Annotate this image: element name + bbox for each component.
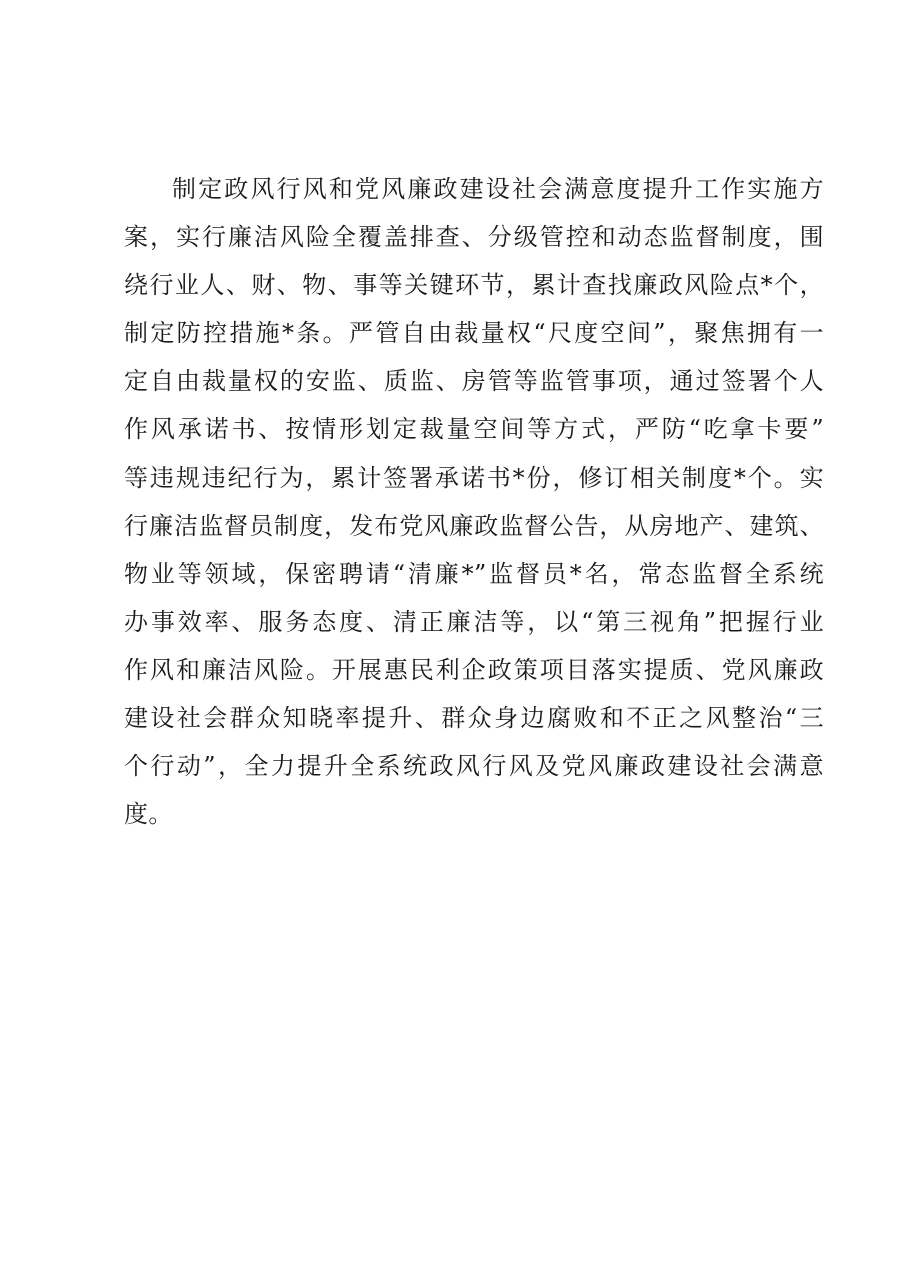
- paragraph-line: 案，实行廉洁风险全覆盖排查、分级管控和动态监督制度，围: [124, 223, 824, 252]
- paragraph-line: 办事效率、服务态度、清正廉洁等，以“第三视角”把握行业: [124, 607, 824, 636]
- paragraph-line: 个行动”，全力提升全系统政风行风及党风廉政建设社会满意: [124, 752, 824, 781]
- paragraph-line: 定自由裁量权的安监、质监、房管等监管事项，通过签署个人: [124, 367, 824, 396]
- paragraph-line: 度。: [124, 800, 173, 829]
- paragraph-line: 建设社会群众知晓率提升、群众身边腐败和不正之风整治“三: [124, 704, 824, 733]
- body-paragraph: [124, 165, 824, 838]
- paragraph-line: 制定防控措施*条。严管自由裁量权“尺度空间”，聚焦拥有一: [124, 319, 824, 348]
- paragraph-line: 行廉洁监督员制度，发布党风廉政监督公告，从房地产、建筑、: [124, 511, 824, 540]
- paragraph-line: 作风和廉洁风险。开展惠民利企政策项目落实提质、党风廉政: [124, 655, 824, 684]
- paragraph-line: 绕行业人、财、物、事等关键环节，累计查找廉政风险点*个，: [124, 271, 824, 300]
- paragraph-line: 制定政风行风和党风廉政建设社会满意度提升工作实施方: [172, 175, 824, 203]
- paragraph-line: 作风承诺书、按情形划定裁量空间等方式，严防“吃拿卡要”: [124, 415, 824, 444]
- paragraph-line: 物业等领域，保密聘请“清廉*”监督员*名，常态监督全系统: [124, 559, 824, 588]
- paragraph-line: 等违规违纪行为，累计签署承诺书*份，修订相关制度*个。实: [124, 463, 824, 492]
